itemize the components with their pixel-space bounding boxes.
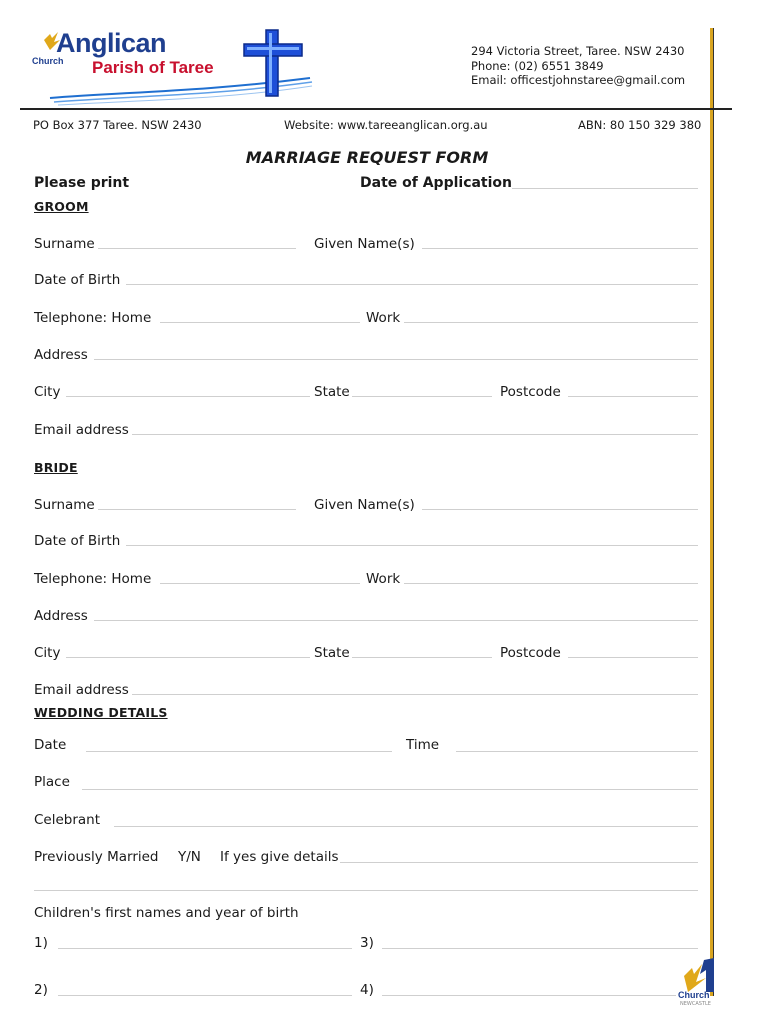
bride-postcode-field[interactable] xyxy=(568,657,698,658)
groom-address-field[interactable] xyxy=(94,359,698,360)
previously-married-label: Previously Married xyxy=(34,849,159,865)
child-2-label: 2) xyxy=(34,982,48,998)
child-4-label: 4) xyxy=(360,982,374,998)
groom-telephone-home-label: Telephone: Home xyxy=(34,310,152,326)
bride-telephone-home-field[interactable] xyxy=(160,583,360,584)
footer-logo xyxy=(674,956,722,1008)
header-vertical-rule xyxy=(710,28,714,996)
groom-city-field[interactable] xyxy=(66,396,310,397)
footer-newcastle-word: NEWCASTLE xyxy=(680,1001,711,1007)
celebrant-field[interactable] xyxy=(114,826,698,827)
bride-email-label: Email address xyxy=(34,682,129,698)
groom-email-label: Email address xyxy=(34,422,129,438)
wedding-date-field[interactable] xyxy=(86,751,392,752)
groom-given-names-label: Given Name(s) xyxy=(314,236,415,252)
header-email: Email: officestjohnstaree@gmail.com xyxy=(471,73,686,87)
bride-address-label: Address xyxy=(34,608,88,624)
bride-dob-label: Date of Birth xyxy=(34,533,121,549)
form-title: MARRIAGE REQUEST FORM xyxy=(245,148,489,167)
child-1-field[interactable] xyxy=(58,948,352,949)
groom-given-names-field[interactable] xyxy=(422,248,698,249)
child-3-field[interactable] xyxy=(382,948,698,949)
groom-email-field[interactable] xyxy=(132,434,698,435)
bride-surname-label: Surname xyxy=(34,497,95,513)
child-2-field[interactable] xyxy=(58,995,352,996)
groom-city-label: City xyxy=(34,384,61,400)
bride-work-label: Work xyxy=(366,571,401,587)
groom-work-label: Work xyxy=(366,310,401,326)
date-of-application-label: Date of Application xyxy=(360,175,513,191)
groom-dob-label: Date of Birth xyxy=(34,272,121,288)
bride-heading: BRIDE xyxy=(34,460,78,475)
wedding-date-label: Date xyxy=(34,737,67,753)
groom-telephone-home-field[interactable] xyxy=(160,322,360,323)
groom-postcode-field[interactable] xyxy=(568,396,698,397)
bride-work-field[interactable] xyxy=(404,583,698,584)
groom-state-label: State xyxy=(314,384,350,400)
bride-address-field[interactable] xyxy=(94,620,698,621)
logo-brand-text: Anglican xyxy=(56,28,167,58)
header-contact-block xyxy=(471,44,685,88)
previously-married-yn-label: Y/N xyxy=(178,849,201,865)
child-4-field[interactable] xyxy=(382,995,676,996)
groom-dob-field[interactable] xyxy=(126,284,698,285)
header-street-address: 294 Victoria Street, Taree. NSW 2430 xyxy=(471,44,685,58)
logo-parish-text: Parish of Taree xyxy=(92,58,214,77)
header-phone: Phone: (02) 6551 3849 xyxy=(471,58,604,73)
wedding-place-label: Place xyxy=(34,774,70,790)
children-label: Children's first names and year of birth xyxy=(34,905,299,921)
bride-dob-field[interactable] xyxy=(126,545,698,546)
bride-city-field[interactable] xyxy=(66,657,310,658)
parish-logo xyxy=(30,26,320,106)
previously-married-details-field-2[interactable] xyxy=(34,890,698,891)
abn-text: ABN: 80 150 329 380 xyxy=(578,118,702,132)
bride-postcode-label: Postcode xyxy=(500,645,561,661)
groom-surname-field[interactable] xyxy=(98,248,296,249)
po-box: PO Box 377 Taree. NSW 2430 xyxy=(33,118,202,132)
child-3-label: 3) xyxy=(360,935,374,951)
bride-telephone-home-label: Telephone: Home xyxy=(34,571,152,587)
bride-surname-field[interactable] xyxy=(98,509,296,510)
bride-state-field[interactable] xyxy=(352,657,492,658)
groom-heading: GROOM xyxy=(34,199,89,214)
wedding-place-field[interactable] xyxy=(82,789,698,790)
wedding-time-field[interactable] xyxy=(456,751,698,752)
child-1-label: 1) xyxy=(34,935,48,951)
bride-email-field[interactable] xyxy=(132,694,698,695)
previously-married-details-field[interactable] xyxy=(340,862,698,863)
date-of-application-field[interactable] xyxy=(512,188,698,189)
groom-surname-label: Surname xyxy=(34,236,95,252)
wedding-time-label: Time xyxy=(406,737,440,753)
bride-given-names-field[interactable] xyxy=(422,509,698,510)
groom-work-field[interactable] xyxy=(404,322,698,323)
please-print-label: Please print xyxy=(34,175,130,191)
wedding-details-heading: WEDDING DETAILS xyxy=(34,705,168,720)
groom-state-field[interactable] xyxy=(352,396,492,397)
website-text: Website: www.tareeanglican.org.au xyxy=(284,118,488,132)
bride-given-names-label: Given Name(s) xyxy=(314,497,415,513)
header-horizontal-rule xyxy=(20,108,732,110)
groom-address-label: Address xyxy=(34,347,88,363)
logo-church-word: Church xyxy=(32,56,64,66)
footer-church-word: Church xyxy=(678,990,710,1000)
if-yes-details-label: If yes give details xyxy=(220,849,339,865)
groom-postcode-label: Postcode xyxy=(500,384,561,400)
celebrant-label: Celebrant xyxy=(34,812,101,828)
bride-city-label: City xyxy=(34,645,61,661)
bride-state-label: State xyxy=(314,645,350,661)
